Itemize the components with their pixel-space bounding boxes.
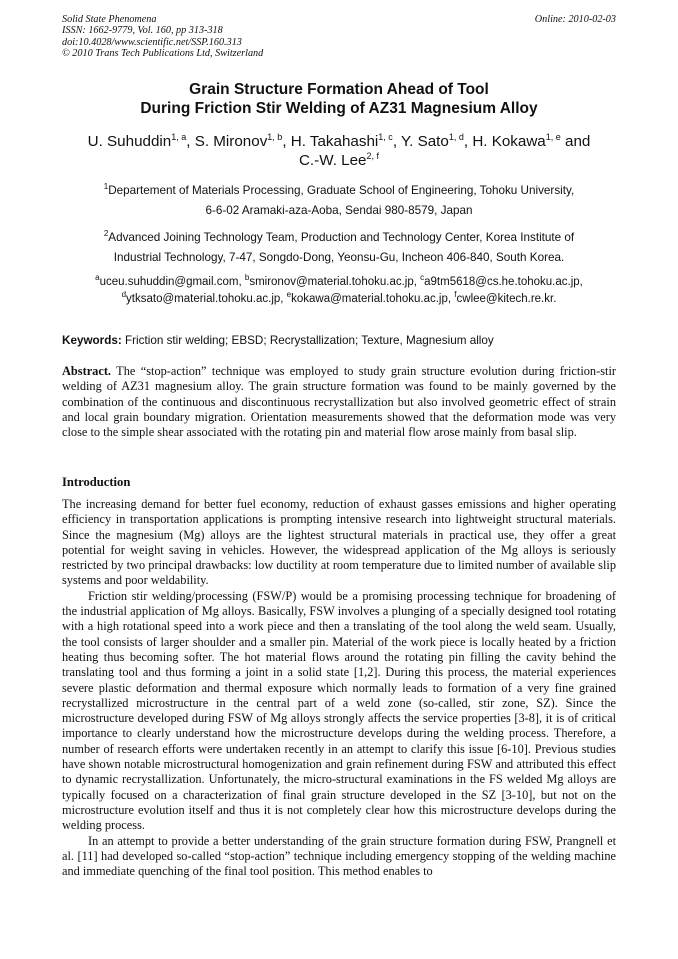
author-line-2	[62, 151, 616, 170]
email-mark: f	[454, 290, 457, 299]
affiliation-line: 6-6-02 Aramaki-aza-Aoba, Sendai 980-8579, Japan	[205, 204, 473, 217]
email-mark: e	[286, 290, 292, 299]
keywords-label: Keywords:	[62, 334, 122, 347]
journal-name: Solid State Phenomena	[62, 14, 157, 25]
paragraph: In an attempt to provide a better understanding of the grain structure formation during FSW, Prangnell et al. [11] had developed so-called “stop-action” technique including emergency stopping of the welding machine and immediate quenching of the final tool position. This method enables to	[62, 833, 616, 879]
journal-header	[62, 14, 616, 59]
author-affiliation-mark: 1, c	[378, 132, 393, 142]
email-link[interactable]: kokawa@material.tohoku.ac.jp	[291, 293, 448, 305]
section-heading-introduction: Introduction	[62, 475, 131, 489]
email-mark: d	[121, 290, 127, 299]
author-name: H. Takahashi	[290, 133, 379, 150]
affiliation-1	[62, 181, 616, 221]
affiliation-2	[62, 228, 616, 268]
author-line-1: U. Suhuddin$^{1, a}$, S. Mironov$^{1, b}$, H. Takahashi$^{1, c}$, Y. Sato$^{1, d}$, H. Kokawa$^{1, e}$ and	[87, 132, 591, 150]
author-name: C.-W. Lee	[298, 152, 367, 169]
affiliation-line: Departement of Materials Processing, Graduate School of Engineering, Tohoku University,	[108, 184, 575, 197]
email-link[interactable]: smironov@material.tohoku.ac.jp	[249, 276, 414, 288]
author-affiliation-mark: 1, d	[448, 132, 464, 142]
title-line-2: During Friction Stir Welding of AZ31 Magnesium Alloy	[140, 100, 538, 117]
email-link[interactable]: cwlee@kitech.re.kr.	[456, 293, 557, 305]
paper-title	[62, 80, 616, 118]
email-mark: a	[95, 273, 100, 282]
email-link[interactable]: a9tm5618@cs.he.tohoku.ac.jp	[424, 276, 580, 288]
journal-doi: doi:10.4028/www.scientific.net/SSP.160.313	[62, 36, 242, 48]
journal-copyright: © 2010 Trans Tech Publications Ltd, Switzerland	[62, 47, 264, 59]
abstract-text: The “stop-action” technique was employed to study grain structure evolution during friction-stir welding of AZ31 magnesium alloy. The grain structure formation was found to be mainly governed by the combination of the continuous and discontinuous recrystallization but also involved geometric effect of strain and local grain boundary migration. Orientation measurements showed that the deformation mode was very close to the simple shear associated with the rotating pin and material flow arose mainly from basal slip.	[62, 364, 616, 440]
introduction-body	[62, 497, 616, 879]
author-affiliation-mark: 1, e	[545, 132, 561, 142]
author-name: U. Suhuddin	[87, 133, 172, 150]
abstract-label: Abstract.	[62, 364, 112, 378]
author-list	[62, 132, 616, 170]
email-link[interactable]: uceu.suhuddin@gmail.com	[99, 276, 239, 288]
affiliation-line: Advanced Joining Technology Team, Production and Technology Center, Korea Institute of	[108, 231, 575, 244]
email-mark: b	[244, 273, 250, 282]
affiliation-mark: 2	[103, 229, 109, 238]
authors-conjunction: and	[565, 133, 591, 150]
author-name: S. Mironov	[194, 133, 268, 150]
author-affiliation-mark: 1, a	[171, 132, 187, 142]
title-line-1: Grain Structure Formation Ahead of Tool	[189, 81, 489, 98]
paragraph: Friction stir welding/processing (FSW/P) would be a promising processing technique for broadening of the industrial application of Mg alloys. Basically, FSW involves a plunging of a specially designed tool rotating with a high rotational speed into a work piece and then a translating of the tool along the weld seam. Usually, the tool consists of larger shoulder and a smaller pin. Material of the work piece is locally heated by a friction heating thus becoming softer. The hot material flows around the rotating pin filling the cavity behind the translating tool and thus forming a joint in a solid state [1,2]. During this process, the material experiences severe plastic deformation and thermal exposure which normally leads to formation of a very fine grained recrystallized microstructure in the central part of a weld zone (so-called, stir zone, SZ). Since the microstructure developed during FSW of Mg alloys strongly affects the service properties [3-8], it is of critical importance to clearly understand how the microstructure develops during the welding process. Therefore, a number of research efforts were undertaken recently in an attempt to clarify this issue [6-10]. Previous studies have shown notable microstructural homogenization and grain refinement during FSW and attributed this effect to dynamic recrystallization. Unfortunately, the micro-structural examinations in the FS welded Mg alloys are typically focused on a characterization of final grain structure developed in the SZ [3-10], but not on the microstructure evolution itself and thus it is not completely clear how this microstructure develops during the welding process.	[62, 588, 616, 833]
paragraph: The increasing demand for better fuel economy, reduction of exhaust gasses emissions and higher operating efficiency in transportation applications is prompting intensive research into lightweight structural materials. Since the magnesium (Mg) alloys are the lightest structural materials in practical use, they offer a great potential for weight saving in vehicles. However, the widespread application of the Mg alloys is seriously restricted by two principal drawbacks: low ductility at room temperature due to limited number of available slip systems and poor weldability.	[62, 497, 616, 588]
abstract	[62, 364, 616, 440]
journal-issn: ISSN: 1662-9779, Vol. 160, pp 313-318	[62, 25, 223, 37]
affiliation-line: Industrial Technology, 7-47, Songdo-Dong, Yeonsu-Gu, Incheon 406-840, South Korea.	[113, 251, 565, 264]
author-affiliation-mark: 1, b	[267, 132, 283, 142]
author-name: Y. Sato	[400, 133, 449, 150]
author-affiliation-mark: 2, f	[366, 151, 380, 161]
email-link[interactable]: ytksato@material.tohoku.ac.jp	[126, 293, 281, 305]
email-list: $^a$uceu.suhuddin@gmail.com, $^b$smironov@material.tohoku.ac.jp, $^c$a9tm5618@cs.he.tohoku.ac.jp, $^d$ytksato@material.tohoku.ac.jp, $^e$kokawa@material.tohoku.ac.jp, $^f$cwlee@kitech.re.kr.	[95, 273, 583, 305]
author-name: H. Kokawa	[472, 133, 546, 150]
keywords	[62, 333, 616, 349]
affiliation-mark: 1	[103, 182, 109, 191]
online-date: Online: 2010-02-03	[534, 14, 616, 25]
keywords-text: Friction stir welding; EBSD; Recrystallization; Texture, Magnesium alloy	[125, 334, 494, 347]
email-mark: c	[420, 273, 425, 282]
